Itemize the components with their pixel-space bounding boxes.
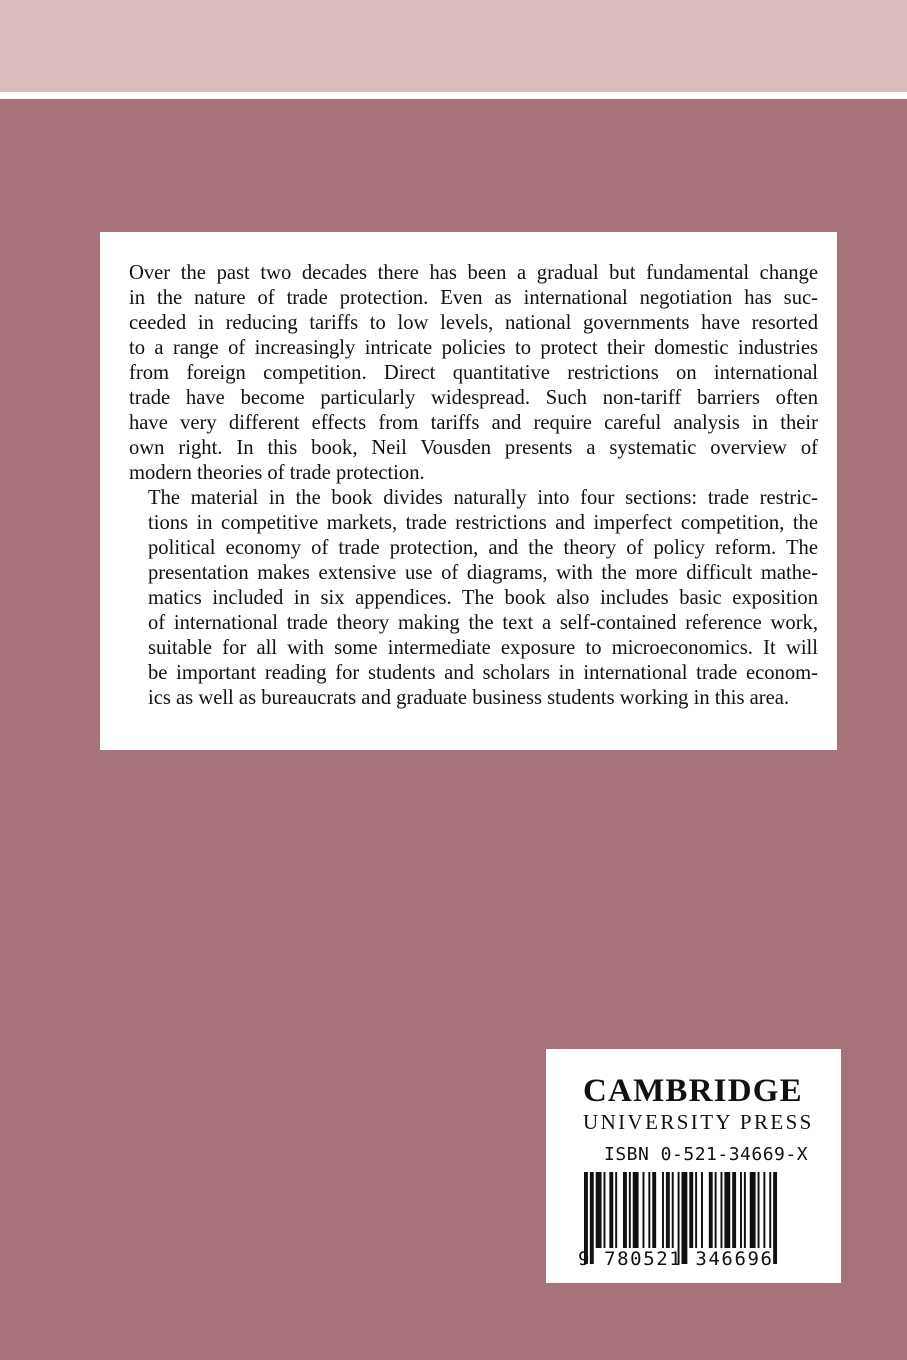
barcode-bar bbox=[758, 1172, 760, 1248]
blurb-line: The material in the book divides naturally into four sections: trade restric- bbox=[148, 487, 818, 509]
top-color-band bbox=[0, 0, 907, 92]
blurb-line: matics included in six appendices. The book also includes basic exposition bbox=[148, 587, 818, 609]
blurb-line: from foreign competition. Direct quantitative restrictions on international bbox=[129, 362, 818, 384]
blurb-line: Over the past two decades there has been a gradual but fundamental change bbox=[129, 262, 818, 284]
blurb-line: tions in competitive markets, trade restrictions and imperfect competition, the bbox=[148, 512, 818, 534]
barcode-bar bbox=[648, 1172, 650, 1248]
barcode-bar bbox=[721, 1172, 723, 1248]
publisher-subtitle: UNIVERSITY PRESS bbox=[583, 1110, 814, 1134]
blurb-line: modern theories of trade protection. bbox=[129, 462, 425, 484]
barcode-bar bbox=[643, 1172, 645, 1248]
barcode-bar bbox=[732, 1172, 736, 1248]
barcode-bar bbox=[652, 1172, 656, 1248]
barcode-bar bbox=[769, 1172, 771, 1248]
blurb-line: presentation makes extensive use of diagrams, with the more difficult mathe- bbox=[148, 562, 818, 584]
isbn-label: ISBN 0-521-34669-X bbox=[604, 1144, 809, 1165]
blurb-paragraph-2 bbox=[129, 486, 818, 711]
barcode-bar bbox=[695, 1172, 697, 1248]
blurb-line: have very different effects from tariffs and require careful analysis in their bbox=[129, 412, 818, 434]
barcode-bar bbox=[763, 1172, 765, 1248]
barcode-bar bbox=[715, 1172, 717, 1248]
blurb-line: own right. In this book, Neil Vousden presents a systematic overview of bbox=[129, 437, 818, 459]
blurb-panel bbox=[100, 232, 837, 750]
barcode-bar bbox=[724, 1172, 730, 1248]
blurb-line: be important reading for students and scholars in international trade econom- bbox=[148, 662, 818, 684]
barcode-bar bbox=[662, 1172, 664, 1248]
barcode-bar bbox=[750, 1172, 756, 1248]
barcode-bar bbox=[629, 1172, 631, 1248]
barcode-bar bbox=[596, 1172, 602, 1248]
barcode-bar bbox=[701, 1172, 703, 1248]
barcode-bar bbox=[604, 1172, 606, 1248]
barcode-bar bbox=[615, 1172, 617, 1248]
blurb-paragraph-1 bbox=[129, 261, 818, 486]
barcode-bar bbox=[623, 1172, 627, 1248]
blurb-line: ics as well as bureaucrats and graduate business students working in this area. bbox=[148, 687, 790, 709]
blurb-line: political economy of trade protection, and the theory of policy reform. The bbox=[148, 537, 818, 559]
barcode-bar bbox=[689, 1172, 693, 1248]
barcode-bar bbox=[609, 1172, 613, 1248]
blurb-line: trade have become particularly widespread. Such non-tariff barriers often bbox=[129, 387, 818, 409]
publisher-name: CAMBRIDGE bbox=[583, 1073, 803, 1109]
blurb-line: suitable for all with some intermediate exposure to microeconomics. It will bbox=[148, 637, 818, 659]
barcode-bar bbox=[633, 1172, 639, 1248]
blurb-line: in the nature of trade protection. Even as international negotiation has suc- bbox=[129, 287, 818, 309]
barcode-bar bbox=[709, 1172, 713, 1248]
barcode-digits: 9 780521 346696 bbox=[578, 1248, 774, 1270]
blurb-line: ceeded in reducing tariffs to low levels, national governments have resorted bbox=[129, 312, 818, 334]
barcode-bar bbox=[744, 1172, 746, 1248]
barcode-bar bbox=[773, 1172, 777, 1264]
blurb-line: to a range of increasingly intricate policies to protect their domestic industries bbox=[129, 337, 818, 359]
barcode-bar bbox=[740, 1172, 742, 1248]
barcode-bar bbox=[666, 1172, 670, 1248]
blurb-line: of international trade theory making the text a self-contained reference work, bbox=[148, 612, 818, 634]
barcode-bar bbox=[672, 1172, 674, 1248]
publisher-isbn-box bbox=[546, 1049, 841, 1283]
top-white-rule bbox=[0, 92, 907, 99]
